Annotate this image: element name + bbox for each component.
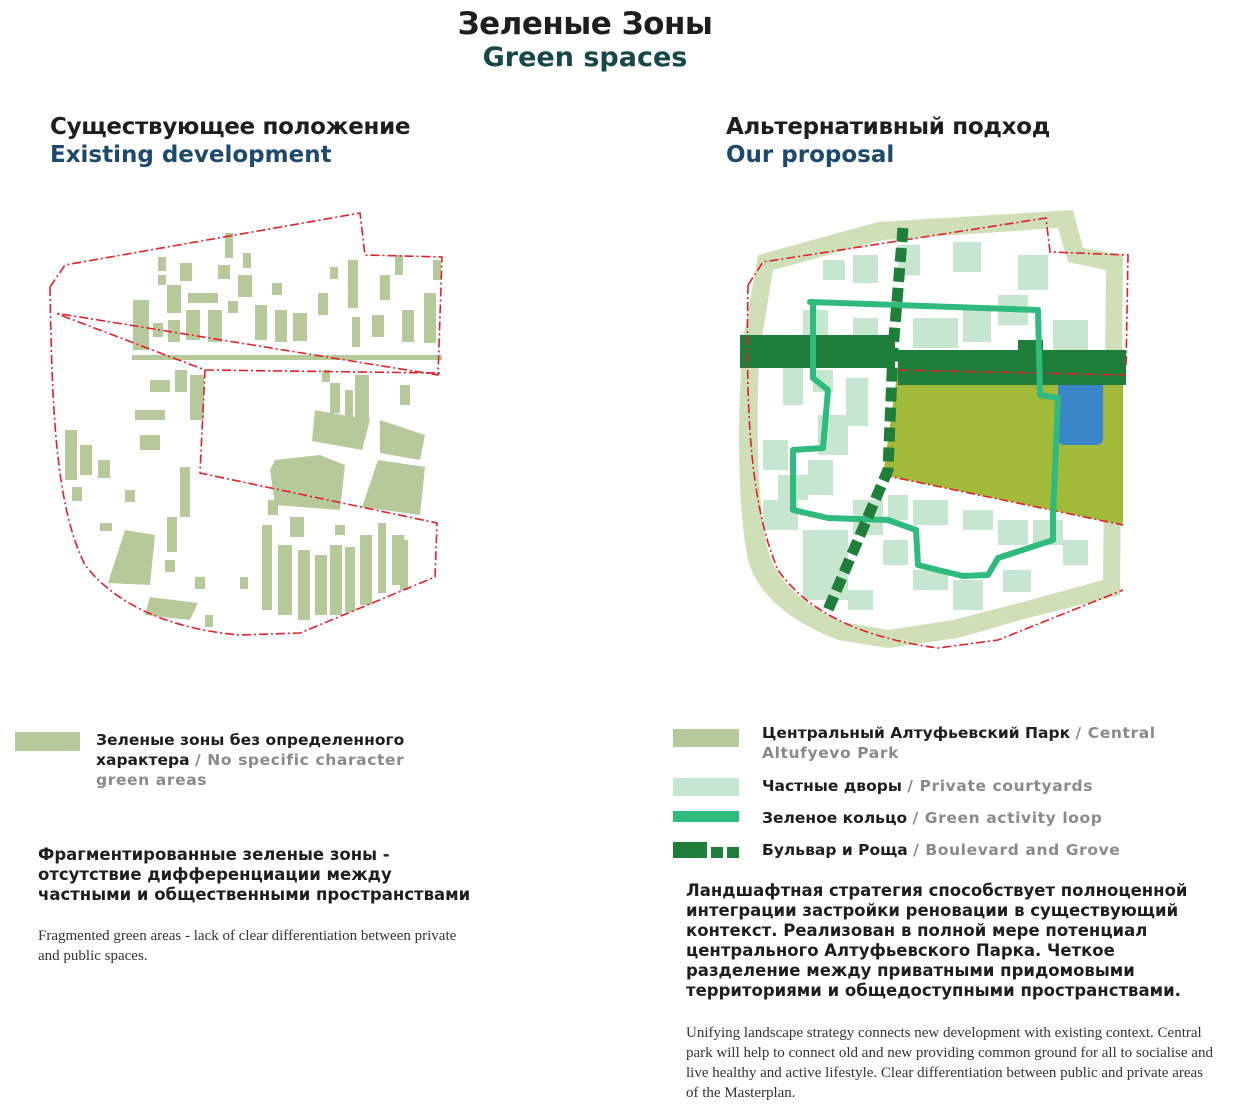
legend-swatch-central-park: [673, 729, 739, 747]
legend-swatch-existing-green: [15, 732, 80, 751]
legend-label-ru: Бульвар и Роща: [762, 841, 908, 859]
boulevard-band-right: [898, 350, 1126, 385]
right-heading-ru: Альтернативный подход: [726, 114, 1050, 140]
left-description-ru: Фрагментированные зеленые зоны - отсутствие дифференциации между частными и общественными пространствами: [38, 845, 471, 904]
legend-item-courtyards: Частные дворы / Private courtyards: [762, 777, 1094, 795]
legend-label-en: No specific character green areas: [96, 751, 405, 789]
legend-swatch-courtyards: [673, 778, 739, 796]
legend-label-en: Green activity loop: [924, 809, 1103, 827]
legend-item-boulevard: Бульвар и Роща / Boulevard and Grove: [762, 841, 1121, 859]
legend-label-en: Central Altufyevo Park: [762, 724, 1156, 762]
legend-label-en: Private courtyards: [919, 777, 1094, 795]
left-heading-en: Existing development: [50, 142, 332, 168]
right-heading-en: Our proposal: [726, 142, 895, 168]
legend-item-central-park: Центральный Алтуфьевский Парк / Central Altufyevo Park: [762, 724, 1156, 762]
page-subtitle: Green spaces: [482, 42, 688, 73]
existing-green-areas: [65, 233, 442, 627]
legend-swatch-boulevard: [673, 842, 743, 858]
legend-label-en: Boulevard and Grove: [925, 841, 1121, 859]
proposal-map: [728, 200, 1138, 670]
right-description-ru: Ландшафтная стратегия способствует полноценной интеграции застройки реновации в существующий контекст. Реализован в полной мере потенциал центрального Алтуфьевского Парка. Четкое разделение между приватными придомовыми территориями и общедоступными пространствами.: [686, 881, 1188, 1000]
legend-item-loop: Зеленое кольцо / Green activity loop: [762, 809, 1103, 827]
legend-label-ru: Зеленое кольцо: [762, 809, 908, 827]
left-description-en: Fragmented green areas - lack of clear differentiation between private and public spaces.: [38, 928, 457, 964]
page-title: Зеленые Зоны: [457, 6, 713, 42]
legend-item-existing-green: Зеленые зоны без определенного характера / No specific character green areas: [96, 731, 405, 789]
left-heading-ru: Существующее положение: [50, 114, 411, 140]
right-description-en: Unifying landscape strategy connects new development with existing context. Central park will help to connect old and new providing common ground for all to socialise and live healthy and active lifestyle. Clear differentiation between public and private areas of the Masterplan.: [686, 1025, 1213, 1101]
water-body: [1058, 380, 1103, 445]
legend-label-ru: Частные дворы: [762, 777, 902, 795]
legend-label-ru: Зеленые зоны без определенного характера: [96, 731, 405, 769]
boulevard-band-left: [740, 335, 895, 368]
existing-map: [40, 205, 450, 645]
legend-label-ru: Центральный Алтуфьевский Парк: [762, 724, 1071, 742]
legend-swatch-loop: [673, 811, 739, 822]
